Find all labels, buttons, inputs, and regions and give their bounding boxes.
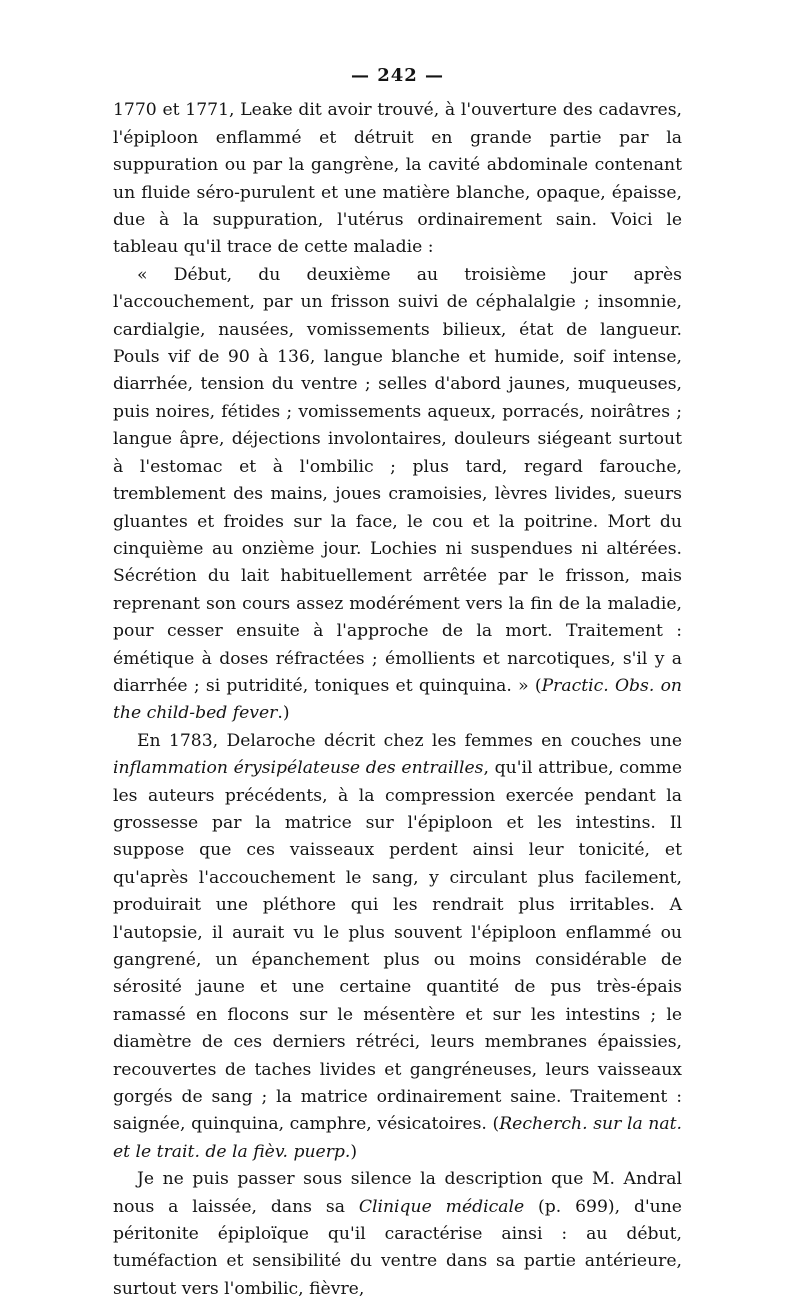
text-run: Je ne puis passer sous silence la description que M. Andral nous a laissée, dans sa — [113, 1169, 682, 1217]
paragraph — [113, 97, 682, 261]
paragraph — [113, 728, 682, 1167]
paragraph — [113, 262, 682, 728]
text-run: En 1783, Delaroche décrit chez les femmes en couches une — [137, 730, 682, 751]
text-run: ) — [350, 1141, 358, 1162]
italic-citation: Clinique médicale — [358, 1196, 525, 1217]
text-run: 1770 et 1771, Leake dit avoir trouvé, à l'ouverture des cadavres, l'épiploon enflammé et détruit en grande partie par la suppuration ou par la gangrène, la cavité abdominale contenant un fluide séro-purulent et une matière blanche, opaque, épaisse, due à la suppuration, l'utérus ordinairement sain. Voici le tableau qu'il trace de cette maladie : — [113, 100, 682, 258]
book-page — [113, 62, 682, 1303]
paragraph — [113, 1166, 682, 1303]
page-body — [113, 97, 682, 1303]
text-run: (p. 699), d'une péritonite épiploïque qu'il caractérise ainsi : au début, tuméfaction et sensibilité du ventre dans sa partie antérieure, surtout vers l'ombilic, fièvre, — [113, 1196, 682, 1299]
page-number: — 242 — — [350, 65, 445, 86]
text-run: .) — [277, 703, 290, 724]
italic-citation: Recherch. sur la nat. et le trait. de la fièv. puerp. — [113, 1114, 682, 1162]
text-run: , qu'il attribue, comme les auteurs précédents, à la compression exercée pendant la grossesse par la matrice sur l'épiploon et les intestins. Il suppose que ces vaisseaux perdent ainsi leur tonicité, et qu'après l'accouchement le sang, y circulant plus facilement, produirait une pléthore qui les rendrait plus irritables. A l'autopsie, il aurait vu le plus souvent l'épiploon enflammé ou gangrené, un épanchement plus ou moins considérable de sérosité jaune et une certaine quantité de pus très-épais ramassé en flocons sur le mésentère et sur les intestins ; le diamètre de ces derniers rétréci, leurs membranes épaissies, recouvertes de taches livides et gangréneuses, leurs vaisseaux gorgés de sang ; la matrice ordinairement saine. Traitement : saignée, quinquina, camphre, vésicatoires. ( — [113, 758, 682, 1135]
italic-citation: Practic. Obs. on the child-bed fever — [113, 675, 682, 724]
text-run: « Début, du deuxième au troisième jour après l'accouchement, par un frisson suivi de céphalalgie ; insomnie, cardialgie, nausées, vomissements bilieux, état de langueur. Pouls vif de 90 à 136, langue blanche et humide, soif intense, diarrhée, tension du ventre ; selles d'abord jaunes, muqueuses, puis noires, fétides ; vomissements aqueux, porracés, noirâtres ; langue âpre, déjections involontaires, douleurs siégeant surtout à l'estomac et à l'ombilic ; plus tard, regard farouche, tremblement des mains, joues cramoisies, lèvres livides, sueurs gluantes et froides sur la face, le cou et la poitrine. Mort du cinquième au onzième jour. Lochies ni suspendues ni altérées. Sécrétion du lait habituellement arrêtée par le frisson, mais reprenant son cours assez modérément vers la fin de la maladie, pour cesser ensuite à l'approche de la mort. Traitement : émétique à doses réfractées ; émollients et narcotiques, s'il y a diarrhée ; si putridité, toniques et quinquina. » ( — [113, 264, 682, 696]
italic-citation: inflammation érysipélateuse des entrailles — [113, 758, 484, 779]
